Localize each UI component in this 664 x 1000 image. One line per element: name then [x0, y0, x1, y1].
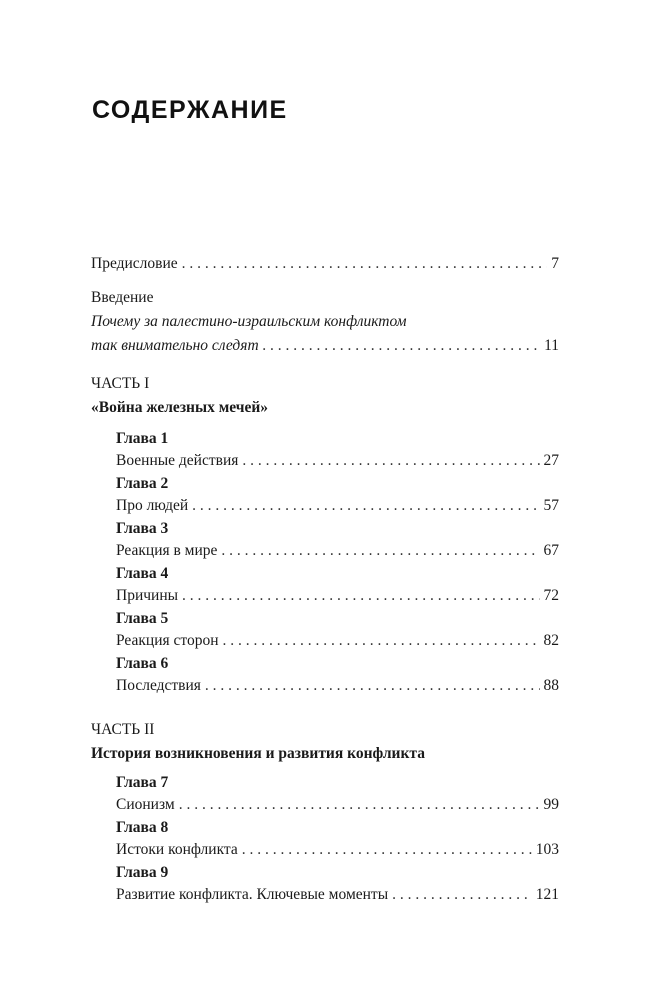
dot-leader	[222, 629, 539, 653]
toc-entry-page: 11	[544, 337, 559, 354]
dot-leader	[242, 838, 532, 862]
chapter-title: Истоки конфликта	[116, 841, 238, 858]
chapter-number: Глава 2	[116, 475, 169, 492]
chapter-number: Глава 7	[116, 774, 169, 791]
toc-chapter-3[interactable]	[116, 518, 559, 563]
chapter-page: 99	[543, 796, 559, 813]
dot-leader	[221, 539, 539, 563]
page-title: СОДЕРЖАНИЕ	[92, 96, 288, 124]
toc-entry-intro[interactable]	[91, 286, 559, 358]
chapter-title: Причины	[116, 587, 179, 604]
part-label: ЧАСТЬ II	[91, 721, 155, 738]
toc-chapter-6[interactable]	[116, 653, 559, 698]
part-label: ЧАСТЬ I	[91, 375, 150, 392]
intro-subtitle-line1: Почему за палестино-израильским конфликтом	[91, 313, 407, 330]
toc-entry-label: Предисловие	[91, 255, 178, 272]
chapter-page: 27	[543, 452, 559, 469]
toc-chapter-2[interactable]	[116, 473, 559, 518]
part-title: История возникновения и развития конфликта	[91, 745, 425, 762]
toc-entry-preface[interactable]	[91, 252, 559, 276]
part-title: «Война железных мечей»	[91, 399, 269, 416]
toc-chapter-7[interactable]	[116, 772, 559, 817]
chapter-number: Глава 9	[116, 864, 169, 881]
chapter-number: Глава 8	[116, 819, 169, 836]
toc-chapter-4[interactable]	[116, 563, 559, 608]
dot-leader	[192, 494, 539, 518]
chapter-page: 103	[535, 841, 559, 858]
table-of-contents	[91, 252, 559, 907]
chapter-title: Развитие конфликта. Ключевые моменты	[116, 886, 389, 903]
toc-part-1	[91, 372, 559, 698]
chapter-page: 67	[543, 542, 559, 559]
chapter-title: Военные действия	[116, 452, 239, 469]
dot-leader	[242, 449, 539, 473]
chapter-title: Реакция в мире	[116, 542, 218, 559]
chapter-number: Глава 3	[116, 520, 169, 537]
chapter-number: Глава 5	[116, 610, 169, 627]
chapter-title: Сионизм	[116, 796, 175, 813]
intro-subtitle-line2: так внимательно следят	[91, 337, 259, 354]
intro-heading: Введение	[91, 289, 154, 306]
chapter-page: 121	[535, 886, 559, 903]
toc-part-2	[91, 718, 559, 907]
chapter-page: 57	[543, 497, 559, 514]
chapter-number: Глава 1	[116, 430, 169, 447]
toc-chapter-1[interactable]	[116, 428, 559, 473]
dot-leader	[179, 793, 540, 817]
toc-chapter-9[interactable]	[116, 862, 559, 907]
toc-entry-page: 7	[551, 255, 559, 272]
chapter-page: 72	[543, 587, 559, 604]
chapter-number: Глава 4	[116, 565, 169, 582]
toc-chapter-8[interactable]	[116, 817, 559, 862]
dot-leader	[392, 883, 532, 907]
toc-chapter-5[interactable]	[116, 608, 559, 653]
dot-leader	[182, 584, 539, 608]
dot-leader	[263, 334, 540, 358]
dot-leader	[182, 252, 548, 276]
chapter-page: 88	[543, 677, 559, 694]
chapter-title: Реакция сторон	[116, 632, 219, 649]
chapter-page: 82	[543, 632, 559, 649]
chapter-number: Глава 6	[116, 655, 169, 672]
chapter-title: Про людей	[116, 497, 189, 514]
dot-leader	[205, 674, 540, 698]
chapter-title: Последствия	[116, 677, 201, 694]
